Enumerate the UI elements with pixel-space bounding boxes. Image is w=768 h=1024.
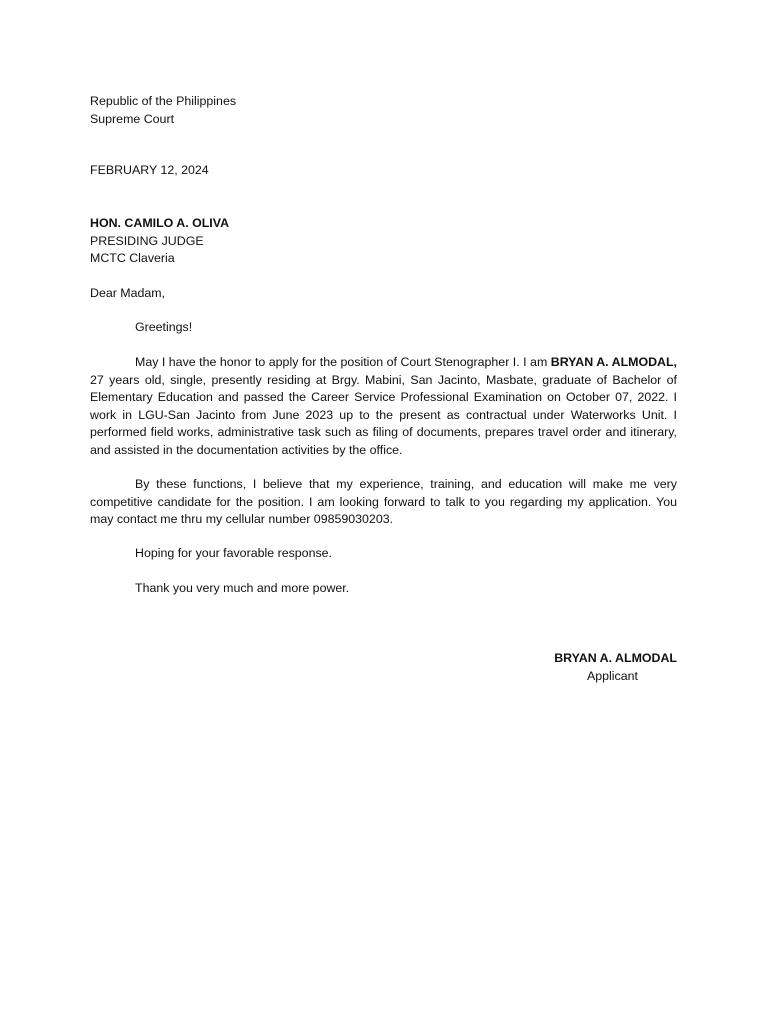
header-country: Republic of the Philippines [90,94,237,108]
signature-name: BRYAN A. ALMODAL [554,651,677,665]
greeting [90,319,677,337]
recipient-title: PRESIDING JUDGE [90,233,204,248]
body-paragraph-2 [90,476,677,529]
applicant-name-inline: BRYAN A. ALMODAL, [550,355,677,369]
body-paragraph-3 [90,545,677,563]
signature-block [520,650,677,685]
recipient-block [90,215,677,268]
letter-date [90,162,677,180]
recipient-name: HON. CAMILO A. OLIVA [90,216,230,230]
recipient-office: MCTC Claveria [90,251,175,265]
body-paragraph-1 [90,354,677,459]
body1-intro: May I have the honor to apply for the position of Court Stenographer I. I am [135,355,551,369]
greeting-text: Greetings! [135,320,193,334]
body1-details: 27 years old, single, presently residing at Brgy. Mabini, San Jacinto, Masbate, graduate of Bachelor of Elementary Education and passed the Career Service Professional Examination on October 07, 2022. I work in LGU-San Jacinto from June 2023 up to the present as contractual under Waterworks Unit. I performed field works, administrative task such as filing of documents, prepares travel order and itinerary, and assisted in the documentation activities by the office. [90,372,677,457]
body3-text: Hoping for your favorable response. [135,546,332,560]
date-text: FEBRUARY 12, 2024 [90,163,209,177]
body2-text: By these functions, I believe that my experience, training, and education will make me very competitive candidate for the position. I am looking forward to talk to you regarding my application. You may contact me thru my cellular number 09859030203. [90,477,677,526]
header-court: Supreme Court [90,111,175,126]
salutation [90,285,677,303]
letter-header [90,93,677,128]
body-paragraph-4 [90,580,677,598]
body4-text: Thank you very much and more power. [135,581,350,595]
signature-title: Applicant [587,668,638,683]
salutation-text: Dear Madam, [90,286,166,300]
